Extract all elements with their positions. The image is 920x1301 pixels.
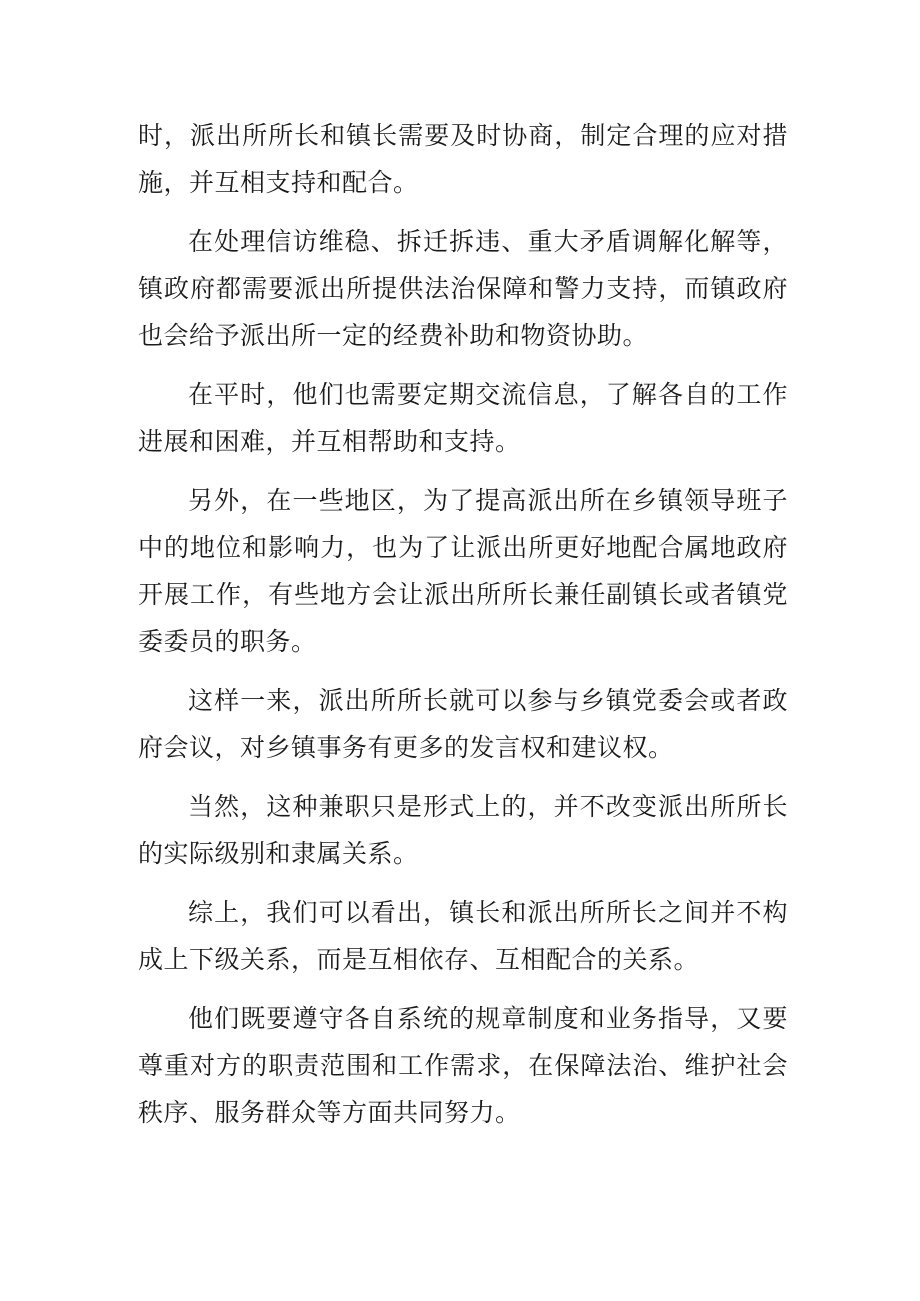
paragraph-continued: 时，派出所所长和镇长需要及时协商，制定合理的应对措施，并互相支持和配合。 (138, 121, 788, 197)
paragraph: 这样一来，派出所所长就可以参与乡镇党委会或者政府会议，对乡镇事务有更多的发言权和建议权。 (138, 686, 788, 762)
paragraph: 在处理信访维稳、拆迁拆违、重大矛盾调解化解等，镇政府都需要派出所提供法治保障和警力支持，而镇政府也会给予派出所一定的经费补助和物资协助。 (138, 227, 788, 350)
document-body (138, 112, 788, 1148)
paragraph: 在平时，他们也需要定期交流信息，了解各自的工作进展和困难，并互相帮助和支持。 (138, 380, 788, 456)
paragraph: 另外，在一些地区，为了提高派出所在乡镇领导班子中的地位和影响力，也为了让派出所更好地配合属地政府开展工作，有些地方会让派出所所长兼任副镇长或者镇党委委员的职务。 (138, 486, 788, 656)
paragraph: 当然，这种兼职只是形式上的，并不改变派出所所长的实际级别和隶属关系。 (138, 792, 788, 868)
paragraph: 他们既要遵守各自系统的规章制度和业务指导，又要尊重对方的职责范围和工作需求，在保障法治、维护社会秩序、服务群众等方面共同努力。 (138, 1004, 788, 1127)
paragraph: 综上，我们可以看出，镇长和派出所所长之间并不构成上下级关系，而是互相依存、互相配合的关系。 (138, 898, 788, 974)
